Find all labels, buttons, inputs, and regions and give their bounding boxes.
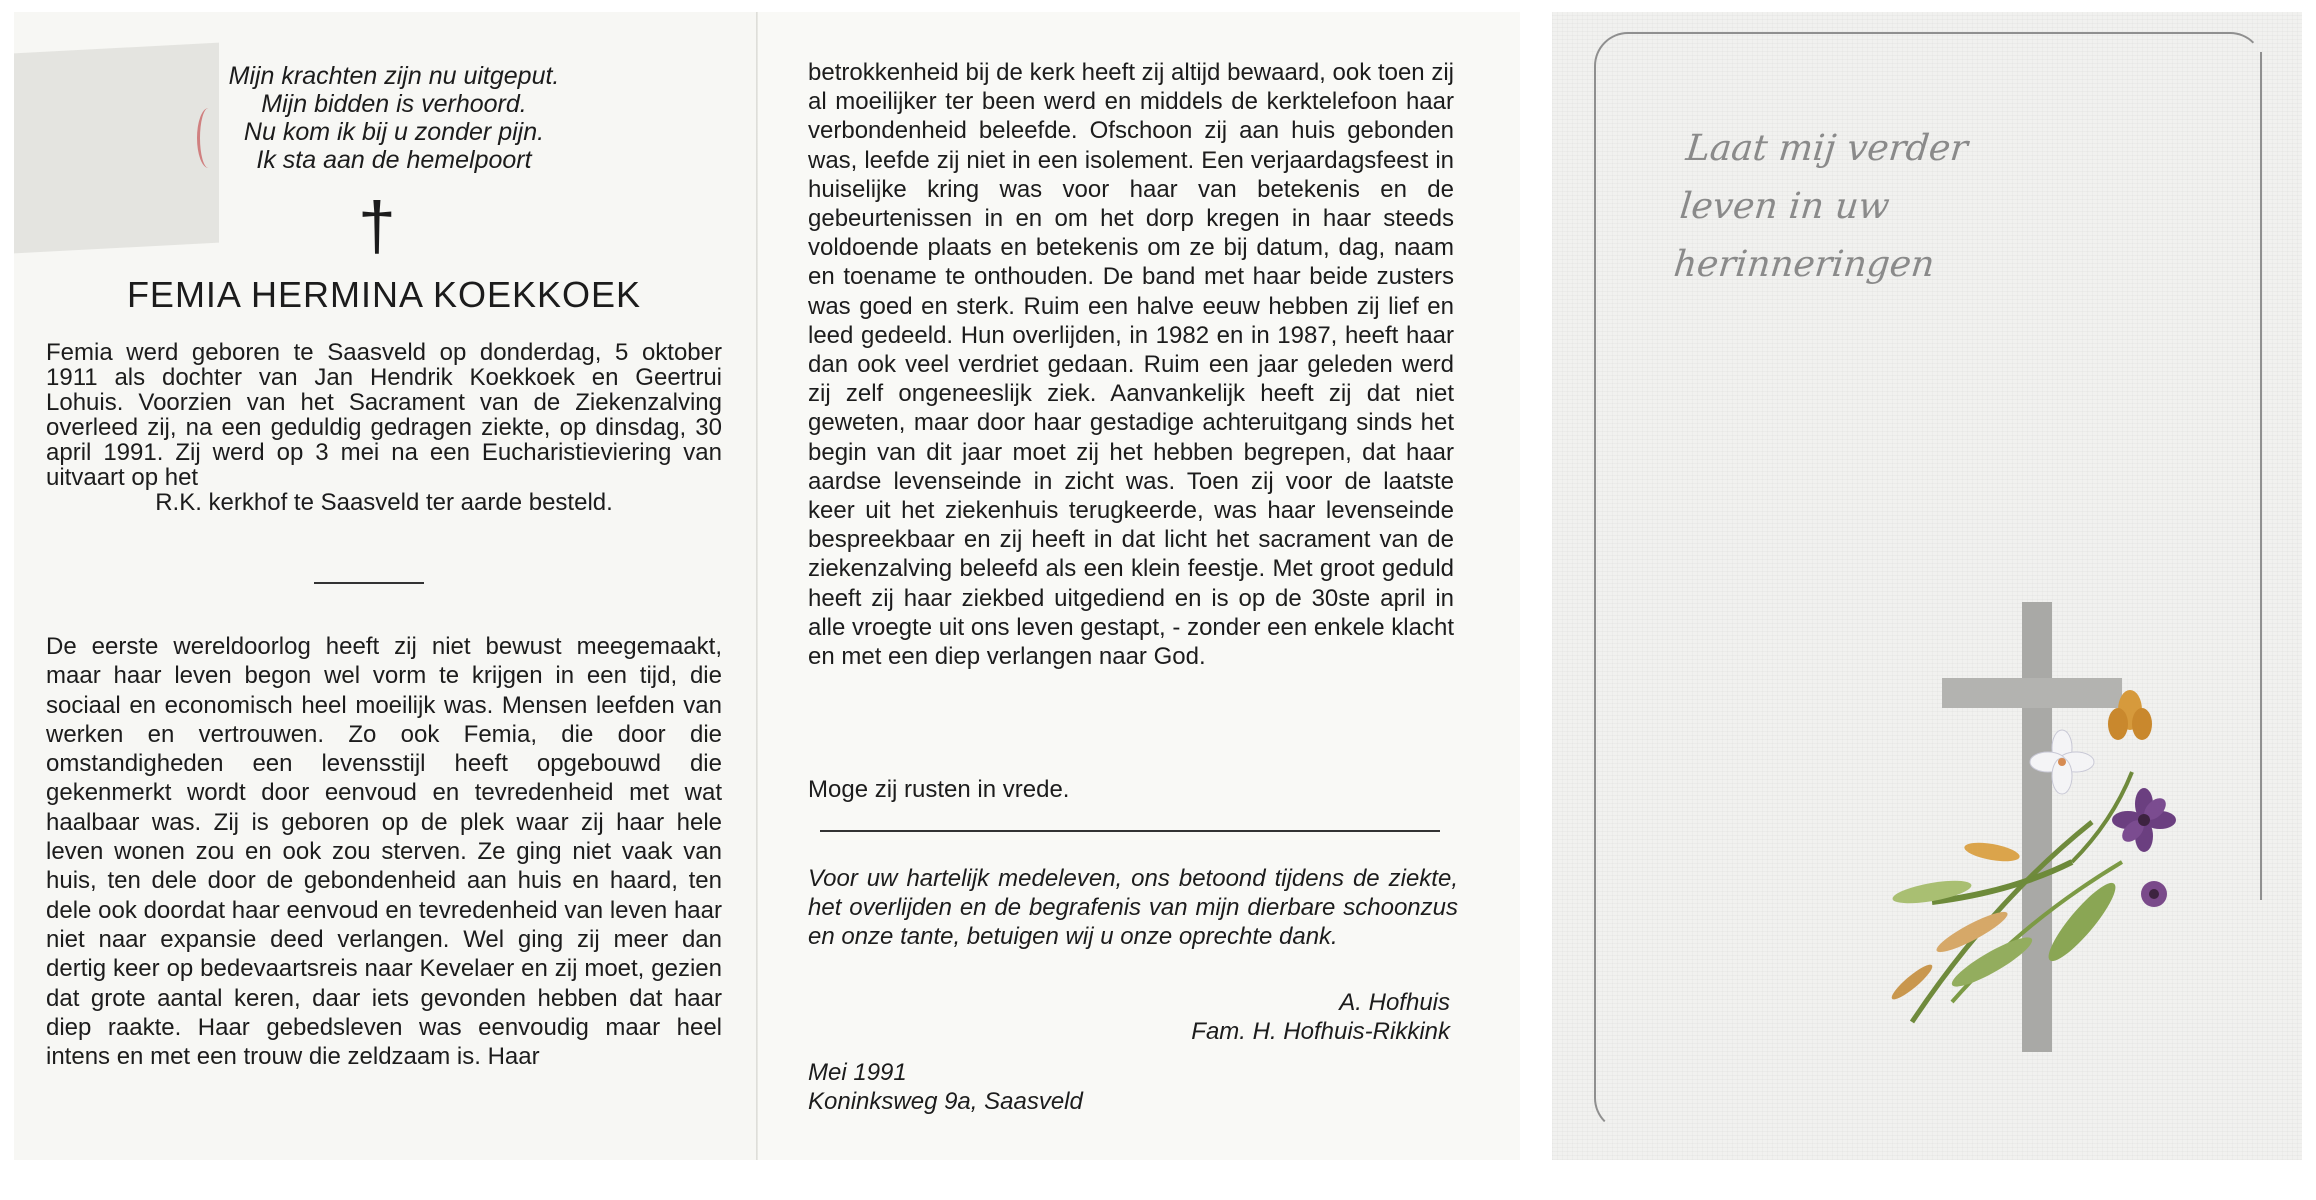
poem-line: Mijn krachten zijn nu uitgeput. <box>228 62 560 90</box>
verse-line: leven in uw <box>1677 186 1892 227</box>
poem <box>154 62 634 174</box>
life-story-part1: De eerste wereldoorlog heeft zij niet bewust meegemaakt, maar haar leven begon wel vorm te krijgen in een tijd, die sociaal en economisch heel moeilijk was. Mensen leefden van werken en vertrouwen. Zo ook Femia, die door die omstandigheden een levensstijl heeft opgebouwd die gekenmerkt wordt door eenvoud en tevredenheid met wat haalbaar was. Zij is geboren op de plek waar zij haar hele leven wonen zou en ook zou sterven. Ze ging niet vaak van huis, ten dele door de gebondenheid aan huis en haard, ten dele ook doordat haar eenvoud en tevredenheid van leven haar niet naar expansie deed verlangen. Wel ging zij meer dan dertig keer op bedevaartsreis naar Kevelaer en zij moet, gezien dat grote aantal keren, daar iets gevonden hebben dat haar diep raakte. Haar gebedsleven was eenvoudig maar heel intens en met een trouw die zeldzaam is. Haar <box>46 633 722 1071</box>
date-line: Mei 1991 <box>808 1059 907 1086</box>
biography-last-line: R.K. kerkhof te Saasveld ter aarde besteld. <box>155 489 613 516</box>
signature-line: Fam. H. Hofhuis-Rikkink <box>1191 1018 1450 1045</box>
date-address <box>808 1058 1083 1116</box>
signature-line: A. Hofhuis <box>1339 989 1450 1016</box>
poem-line: Mijn bidden is verhoord. <box>261 90 527 118</box>
poem-line: Nu kom ik bij u zonder pijn. <box>243 118 545 146</box>
address-line: Koninksweg 9a, Saasveld <box>808 1088 1083 1115</box>
left-panel <box>14 12 758 1160</box>
front-cover <box>1552 12 2302 1160</box>
cover-verse <box>1671 120 2029 294</box>
middle-panel <box>758 12 1520 1160</box>
cross-flowers-illustration <box>1872 602 2272 1102</box>
verse-line: Laat mij verder <box>1683 128 1970 169</box>
closing-line: Moge zij rusten in vrede. <box>808 776 1070 803</box>
signatures <box>1191 988 1450 1046</box>
divider-long <box>820 830 1440 832</box>
deceased-name: FEMIA HERMINA KOEKKOEK <box>126 274 642 315</box>
thanks-text: Voor uw hartelijk medeleven, ons betoond tijdens de ziekte, het overlijden en de begrafenis van mijn dierbare schoonzus en onze tante, betuigen wij u onze oprechte dank. <box>808 865 1458 950</box>
poem-line: Ik sta aan de hemelpoort <box>256 146 532 174</box>
divider <box>314 582 424 584</box>
life-story-part2: betrokkenheid bij de kerk heeft zij altijd bewaard, ook toen zij al moeilijker ter been werd en middels de kerktelefoon haar verbondenheid beleefde. Ofschoon zij aan huis gebonden was, leefde zij niet in een isolement. Een verjaardagsfeest in huiselijke kring was voor haar van betekenis en de gebeurtenissen in en om het dorp kregen in haar steeds voldoende plaats en betekenis om ze bij datum, dag, naam en toename te onthouden. De band met haar beide zusters was goed en sterk. Ruim een halve eeuw hebben zij lief en leed gedeeld. Hun overlijden, in 1982 en in 1987, heeft haar dan ook veel verdriet gedaan. Ruim een jaar geleden werd zij zelf ongeneeslijk ziek. Aanvankelijk heeft zij dat niet geweten, maar door haar gestadige achteruitgang sinds het begin van dit jaar moet zij het hebben begrepen, dat haar aardse levenseinde in zicht was. Toen zij voor de laatste keer uit het ziekenhuis terugkeerde, was haar levenseinde bespreekbaar en zij heeft in dat licht het sacrament van de ziekenzalving beleefd als een klein feestje. Met groot geduld heeft zij haar ziekbed uitgediend en is op de 30ste april in alle vroegte uit ons leven gestapt, - zonder een enkele klacht en met een diep verlangen naar God. <box>808 59 1454 671</box>
cross-icon: † <box>358 188 396 264</box>
biography-text: Femia werd geboren te Saasveld op donderdag, 5 oktober 1911 als dochter van Jan Hendrik Koekkoek en Geertrui Lohuis. Voorzien van het Sacrament van de Ziekenzalving overleed zij, na een geduldig gedragen ziekte, op dinsdag, 30 april 1991. Zij werd op 3 mei na een Eucharistieviering van uitvaart op het <box>46 339 722 491</box>
biography <box>46 340 722 515</box>
verse-line: herinneringen <box>1671 244 1937 285</box>
